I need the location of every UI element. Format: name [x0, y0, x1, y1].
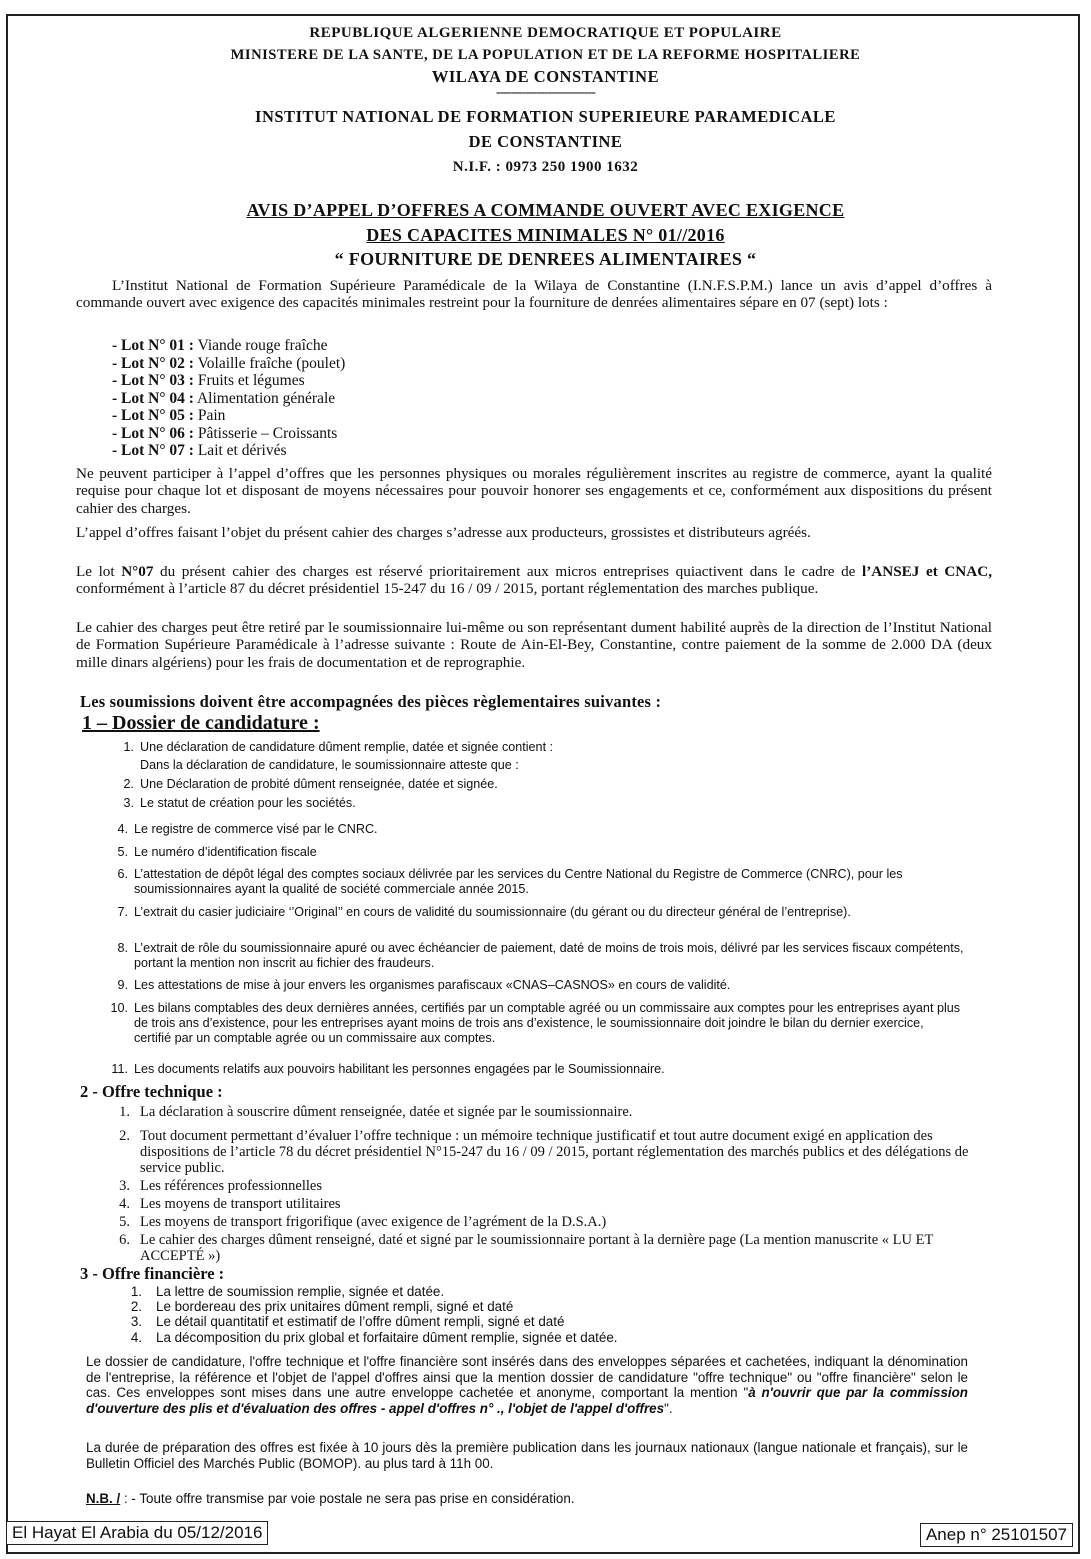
lots-list — [112, 337, 345, 460]
list-item: 4. La décomposition du prix global et forfaitaire dûment remplie, signée et datée. — [130, 1330, 618, 1345]
nb-text: : - Toute offre transmise par voie postale ne sera pas prise en considération. — [120, 1491, 575, 1506]
header-wilaya: WILAYA DE CONSTANTINE — [431, 67, 660, 86]
deadline-paragraph — [86, 1440, 968, 1471]
header — [0, 22, 1091, 178]
header-separator: --------------------------- — [496, 85, 595, 100]
eligibility-text: Ne peuvent participer à l’appel d’offres que les personnes physiques ou morales régulièrement inscrites au registre de commerce, ayant la qualité requise pour chaque lot et disposant de moyens nécessaires pour pouvoir honorer ses engagements et ce, conformément aux dispositions du présent cahier des charges. — [76, 465, 992, 517]
list-item: 4. Le registre de commerce visé par le CNRC. — [117, 822, 378, 836]
list-item: 2. Le bordereau des prix unitaires dûment rempli, signé et daté — [130, 1299, 514, 1314]
list-item: 6. L’attestation de dépôt légal des comptes sociaux délivrée par les services du Centre National du Registre de Commerce (CNRC), pour les soumissionnaires ayant la qualité de société commerciale année 2015. — [117, 867, 903, 896]
list-item: 3. Le statut de création pour les sociétés. — [123, 796, 356, 810]
lot-item — [112, 442, 345, 460]
list-item: 8. L’extrait de rôle du soumissionnaire apuré ou avec échéancier de paiement, daté de moins de trois mois, délivré par les services fiscaux compétents, portant la mention non inscrit au fichier des fraudeurs. — [117, 941, 964, 970]
notice-title — [0, 198, 1091, 270]
list-item: 1. Une déclaration de candidature dûment remplie, datée et signée contient : — [123, 740, 554, 754]
nb-note — [86, 1491, 968, 1507]
list-item: 2. Tout document permettant d’évaluer l’offre technique : un mémoire technique justificatif et tout autre document exigé en application des dispositions de l’article 78 du décret présidentiel N°15-247 du 16 / 09 / 2015, portant réglementation des marchés publics et des délégations de service public. — [119, 1128, 969, 1176]
lot-label: - Lot N° 01 : — [112, 337, 194, 354]
intro-paragraph — [76, 277, 992, 312]
title-line-3: “ FOURNITURE DE DENREES ALIMENTAIRES “ — [334, 249, 757, 269]
pieces-intro: Les soumissions doivent être accompagnées des pièces règlementaires suivantes : — [80, 692, 662, 711]
lot-text: Volaille fraîche (poulet) — [193, 354, 346, 372]
list-item: 7. L’extrait du casier judiciaire ‘’Original’’ en cours de validité du soumissionnaire (du gérant ou du directeur général de l’entreprise). — [117, 905, 851, 919]
lot-text: Alimentation générale — [193, 389, 336, 407]
anep-number: Anep n° 25101507 — [920, 1523, 1073, 1547]
list-item: 2. Une Déclaration de probité dûment renseignée, datée et signée. — [123, 777, 498, 791]
section-3-title: 3 - Offre financière : — [80, 1264, 225, 1283]
intro-text: L’Institut National de Formation Supérieure Paramédicale de la Wilaya de Constantine (I.N.F.S.P.M.) lance un avis d’appel d’offres à commande ouvert avec exigence des capacités minimales restreint pour la fourniture de denrées alimentaires sépare en 07 (sept) lots : — [76, 277, 992, 312]
list-item: 6. Le cahier des charges dûment renseigné, daté et signé par le soumissionnaire portant à la dernière page (La mention manuscrite « LU ET ACCEPTÉ ») — [119, 1232, 934, 1264]
list-item: 9. Les attestations de mise à jour envers les organismes parafiscaux «CNAS–CASNOS» en cours de validité. — [117, 978, 731, 992]
title-line-1: AVIS D’APPEL D’OFFRES A COMMANDE OUVERT AVEC EXIGENCE — [246, 200, 845, 220]
lot-text: Pâtisserie – Croissants — [193, 424, 338, 442]
lot-text: Pain — [193, 407, 226, 424]
title-line-2: DES CAPACITES MINIMALES N° 01//2016 — [366, 225, 725, 245]
header-nif: N.I.F. : 0973 250 1900 1632 — [452, 159, 639, 175]
section-2-title: 2 - Offre technique : — [80, 1082, 223, 1101]
retrieval-paragraph — [76, 619, 992, 671]
lot-label: - Lot N° 07 : — [112, 442, 194, 459]
list-item: 5. Le numéro d’identification fiscale — [117, 845, 317, 859]
list-item: 10. Les bilans comptables des deux dernières années, certifiés par un comptable agréé ou un commissaire aux comptes pour les entreprises ayant plus de trois ans d’existence, pour les entreprises ayant moins de trois ans d’existence, le soumissionnaire doit joindre le bilan du dernier exercice, certifié par un comptable agrée ou un commissaire aux comptes. — [110, 1001, 961, 1045]
lot-item — [112, 390, 345, 408]
lot-text: Fruits et légumes — [193, 372, 305, 389]
retrieval-text: Le cahier des charges peut être retiré par le soumissionnaire lui-même ou son représentant dument habilité auprès de la direction de l’Institut National de Formation Supérieure Paramédicale à l’adresse suivante : Route de Ain-El-Bey, Constantine, contre paiement de la somme de 2.000 DA (deux mille dinars algériens) pour les frais de documentation et de reprographie. — [76, 619, 992, 671]
header-institute: INSTITUT NATIONAL DE FORMATION SUPERIEURE PARAMEDICALE — [255, 107, 836, 126]
publication-source: El Hayat El Arabia du 05/12/2016 — [6, 1521, 268, 1545]
section-1-title: 1 – Dossier de candidature : — [82, 712, 320, 734]
lot-text: Viande rouge fraîche — [193, 337, 328, 354]
envelopes-paragraph — [86, 1354, 968, 1416]
list-item: 1. La lettre de soumission remplie, signée et datée. — [130, 1284, 445, 1299]
eligibility-paragraph — [76, 465, 992, 517]
lot-label: - Lot N° 05 : — [112, 407, 194, 424]
priority-paragraph — [76, 563, 992, 598]
lot-item — [112, 355, 345, 373]
lot-label: - Lot N° 06 : — [112, 424, 194, 442]
lot-item — [112, 407, 345, 425]
list-item: 3. Le détail quantitatif et estimatif de l’offre dûment rempli, signé et daté — [130, 1314, 565, 1329]
envelopes-text: Le dossier de candidature, l'offre technique et l'offre financière sont insérés dans des enveloppes séparées et cachetées, indiquant la dénomination de l'entreprise, la référence et l'objet de l'appel d'offres ainsi que la mention dossier de candidature "offre technique" ou "offre financière" selon le cas. Ces enveloppes sont mises dans une autre enveloppe cachetée et anonyme, comportant la mention "à n'ouvrir que par la commission d'ouverture des plis et d'évaluation des offres - appel d'offres n° ., l'objet de l'appel d'offres". — [86, 1354, 968, 1416]
audience-text: L’appel d’offres faisant l’objet du présent cahier des charges s’adresse aux producteurs, grossistes et distributeurs agréés. — [76, 524, 811, 541]
lot-item — [112, 425, 345, 443]
list-item: 5. Les moyens de transport frigorifique (avec exigence de l’agrément de la D.S.A.) — [119, 1214, 607, 1230]
audience-paragraph — [76, 524, 992, 541]
list-item: 3. Les références professionnelles — [119, 1178, 322, 1194]
deadline-text: La durée de préparation des offres est fixée à 10 jours dès la première publication dans les journaux nationaux (langue nationale et français), sur le Bulletin Officiel des Marchés Public (BOMOP). au plus tard à 11h 00. — [86, 1440, 968, 1471]
list-item: Dans la déclaration de candidature, le soumissionnaire atteste que : — [140, 758, 519, 772]
lot-label: - Lot N° 04 : — [112, 389, 194, 407]
lot-item — [112, 372, 345, 390]
lot-text: Lait et dérivés — [193, 442, 287, 459]
header-city: DE CONSTANTINE — [468, 132, 623, 151]
nb-label: N.B. / — [86, 1491, 121, 1506]
header-ministry: MINISTERE DE LA SANTE, DE LA POPULATION ET DE LA REFORME HOSPITALIERE — [230, 47, 861, 63]
list-item: 4. Les moyens de transport utilitaires — [119, 1196, 341, 1212]
list-item: 1. La déclaration à souscrire dûment renseignée, datée et signée par le soumissionnaire. — [119, 1104, 633, 1120]
lot-label: - Lot N° 03 : — [112, 372, 194, 389]
lot-item — [112, 337, 345, 355]
lot-label: - Lot N° 02 : — [112, 354, 194, 372]
list-item: 11. Les documents relatifs aux pouvoirs habilitant les personnes engagées par le Soumissionnaire. — [111, 1062, 665, 1076]
header-republic: REPUBLIQUE ALGERIENNE DEMOCRATIQUE ET POPULAIRE — [309, 25, 782, 41]
priority-text: Le lot N°07 du présent cahier des charges est réservé prioritairement aux micros entreprises quiactivent dans le cadre de l’ANSEJ et CNAC, conformément à l’article 87 du décret présidentiel 15-247 du 16 / 09 / 2015, portant réglementation des marches publique. — [76, 563, 992, 598]
